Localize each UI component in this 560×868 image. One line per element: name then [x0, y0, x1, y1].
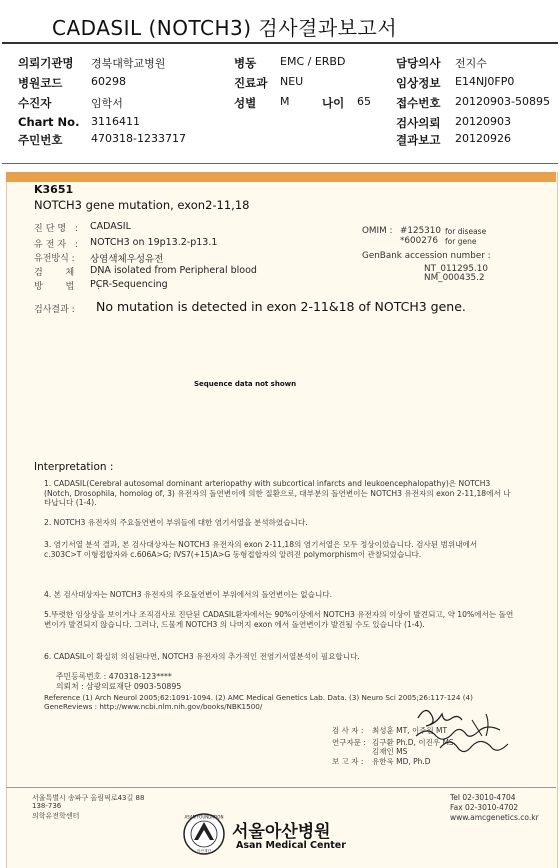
- logo-subtext: 아산재단: [197, 849, 211, 853]
- document-title: CADASIL (NOTCH3) 검사결과보고서: [52, 16, 398, 40]
- interpretation-item-5: 5.뚜렷한 임상상을 보이거나 조직검사로 진단된 CADASIL환자에서는 90%이상에서 NOTCH3 유전자의 이상이 발견되고, 약 10%에서는 돌연변이가 발견되지 않습니다. 그러나, 드물게 NOTCH3 의 나머지 exon 에서 돌연변이가 발견될 수도 있습니다 (1-4).: [44, 610, 514, 629]
- patient-id: 주민등록번호 : 470318-123****: [56, 672, 172, 681]
- method-label: 방 법 :: [34, 282, 111, 292]
- department-label: 진료과: [234, 76, 268, 90]
- report-date-label: 결과보고: [396, 133, 441, 147]
- address-line-1: 서울특별시 송파구 올림픽로43길 88: [32, 794, 145, 802]
- clinical-info-label: 임상정보: [396, 76, 441, 90]
- inheritance-label: 유전방식 :: [34, 254, 75, 264]
- result-label: 검사결과 :: [34, 305, 75, 315]
- diagnosis-value: CADASIL: [90, 221, 131, 232]
- physician-value: 전지수: [455, 57, 487, 70]
- signature-names-2: 김구환 Ph.D, 이진우 MS: [372, 738, 454, 747]
- department-value: NEU: [280, 75, 304, 88]
- ward-value: EMC / ERBD: [280, 55, 346, 68]
- signature-role-2: 연구자문 :: [332, 738, 366, 747]
- physician-label: 담당의사: [396, 56, 441, 70]
- omim-gene-id: *600276: [400, 236, 438, 246]
- result-text: No mutation is detected in exon 2-11&18 of NOTCH3 gene.: [96, 299, 466, 314]
- sex-value: M: [280, 95, 290, 108]
- address-line-3: 의학유전학센터: [32, 812, 80, 820]
- hospital-code-value: 60298: [91, 75, 126, 88]
- asan-foundation-logo-icon: [182, 812, 226, 856]
- signature-role-1: 검 사 자 :: [332, 726, 364, 735]
- resident-no-value: 470318-1233717: [91, 132, 186, 145]
- ward-label: 병동: [234, 56, 257, 70]
- header-divider: [2, 163, 558, 164]
- receipt-no-label: 접수번호: [396, 96, 441, 110]
- omim-label: OMIM :: [362, 226, 393, 236]
- organization-name-kr: 서울아산병원: [232, 822, 331, 842]
- request-date-label: 검사의뢰: [396, 116, 441, 130]
- omim-disease-note: for disease: [445, 227, 487, 236]
- clinical-info-value: E14NJ0FP0: [455, 75, 515, 88]
- footer-divider: [6, 787, 556, 788]
- genbank-label: GenBank accession number :: [362, 251, 491, 261]
- age-label: 나이: [322, 96, 345, 110]
- interpretation-title: Interpretation :: [34, 461, 114, 473]
- signature-names-3: 김재인 MS: [372, 747, 408, 756]
- hospital-code-label: 병원코드: [18, 76, 63, 90]
- chart-no-value: 3116411: [91, 115, 140, 128]
- requester: 의뢰처 : 삼광의료재단 0903-50895: [56, 682, 182, 691]
- fax-number: Fax 02-3010-4702: [450, 803, 519, 812]
- signature-role-4: 보 고 자 :: [332, 757, 364, 766]
- signature-names-1: 최성훈 MT, 이주원 MT: [372, 726, 448, 735]
- diagnosis-label: 진단명 :: [34, 224, 81, 234]
- method-value: PCR-Sequencing: [90, 279, 168, 290]
- signature-names-4: 유한욱 MD, Ph.D: [372, 757, 431, 766]
- interpretation-item-3: 3. 염기서열 분석 결과, 본 검사대상자는 NOTCH3 유전자의 exon 2-11,18의 염기서열은 모두 정상이었습니다. 검사된 범위내에서 c.303C>T 이형접합자와 c.606A>G; IVS7(+15)A>G 동형접합자의 알려진 polymorphism이 관찰되었습니다.: [44, 540, 478, 559]
- interpretation-item-6: 6. CADASIL이 확실히 의심된다면, NOTCH3 유전자의 추가적인 전염기서열분석이 필요합니다.: [44, 652, 360, 661]
- specimen-label: 검 체 :: [34, 268, 111, 278]
- chart-no-label: Chart No.: [18, 115, 80, 129]
- interpretation-item-2: 2. NOTCH3 유전자의 주요돌연변이 부위들에 대한 염기서열을 분석하였습니다.: [44, 518, 308, 527]
- address-line-2: 138-736: [32, 802, 62, 810]
- website: www.amcgenetics.co.kr: [450, 813, 539, 822]
- institution-label: 의뢰기관명: [18, 56, 74, 70]
- inheritance-value: 상염색체우성유전: [90, 254, 164, 265]
- interpretation-item-4: 4. 본 검사대상자는 NOTCH3 유전자의 주요돌연변이 부위에서의 돌연변이는 없습니다.: [44, 590, 333, 599]
- age-value: 65: [357, 95, 371, 108]
- genbank-acc2: NM_000435.2: [424, 273, 485, 283]
- interpretation-item-1: 1. CADASIL(Cerebral autosomal dominant arteriopathy with subcortical infarcts and leukoencephalopathy)은 NOTCH3 (Notch, Drosophila, homolog of, 3) 유전자의 돌연변이에 의한 질환으로, 대부분의 돌연변이는 NOTCH3 유전자의 exon 2-11,18에서 나타납니다 (1-4).: [44, 479, 511, 508]
- references: Reference (1) Arch Neurol 2005;62:1091-1094. (2) AMC Medical Genetics Lab. Data. (3) Neuro Sci 2005;26:117-124 (4) GeneReviews : http://www.ncbi.nlm.nih.gov/books/NBK1500/: [44, 693, 473, 711]
- gene-value: NOTCH3 on 19p13.2-p13.1: [90, 237, 218, 248]
- sex-label: 성별: [234, 96, 257, 110]
- sequence-note: Sequence data not shown: [194, 380, 297, 388]
- resident-no-label: 주민번호: [18, 133, 63, 147]
- request-date-value: 20120903: [455, 115, 511, 128]
- receipt-no-value: 20120903-50895: [455, 95, 550, 108]
- specimen-value: DNA isolated from Peripheral blood: [90, 265, 257, 276]
- title-divider: [2, 42, 558, 44]
- institution-value: 경북대학교병원: [91, 57, 166, 70]
- report-date-value: 20120926: [455, 132, 511, 145]
- handwritten-signatures: [412, 700, 522, 764]
- test-code: K3651: [34, 183, 74, 196]
- test-name: NOTCH3 gene mutation, exon2-11,18: [34, 198, 250, 212]
- logo-text: ASAN FOUNDATION: [184, 814, 224, 820]
- patient-name-label: 수진자: [18, 96, 52, 110]
- patient-name-value: 임학서: [91, 97, 123, 110]
- omim-gene-note: for gene: [445, 237, 477, 246]
- genbank-acc1: NT_011295.10: [424, 264, 488, 274]
- gene-label: 유전자 :: [34, 240, 81, 250]
- phone-number: Tel 02-3010-4704: [450, 793, 516, 802]
- report-top-band: [6, 172, 556, 182]
- omim-disease-id: #125310: [400, 226, 441, 236]
- organization-name-en: Asan Medical Center: [236, 840, 346, 851]
